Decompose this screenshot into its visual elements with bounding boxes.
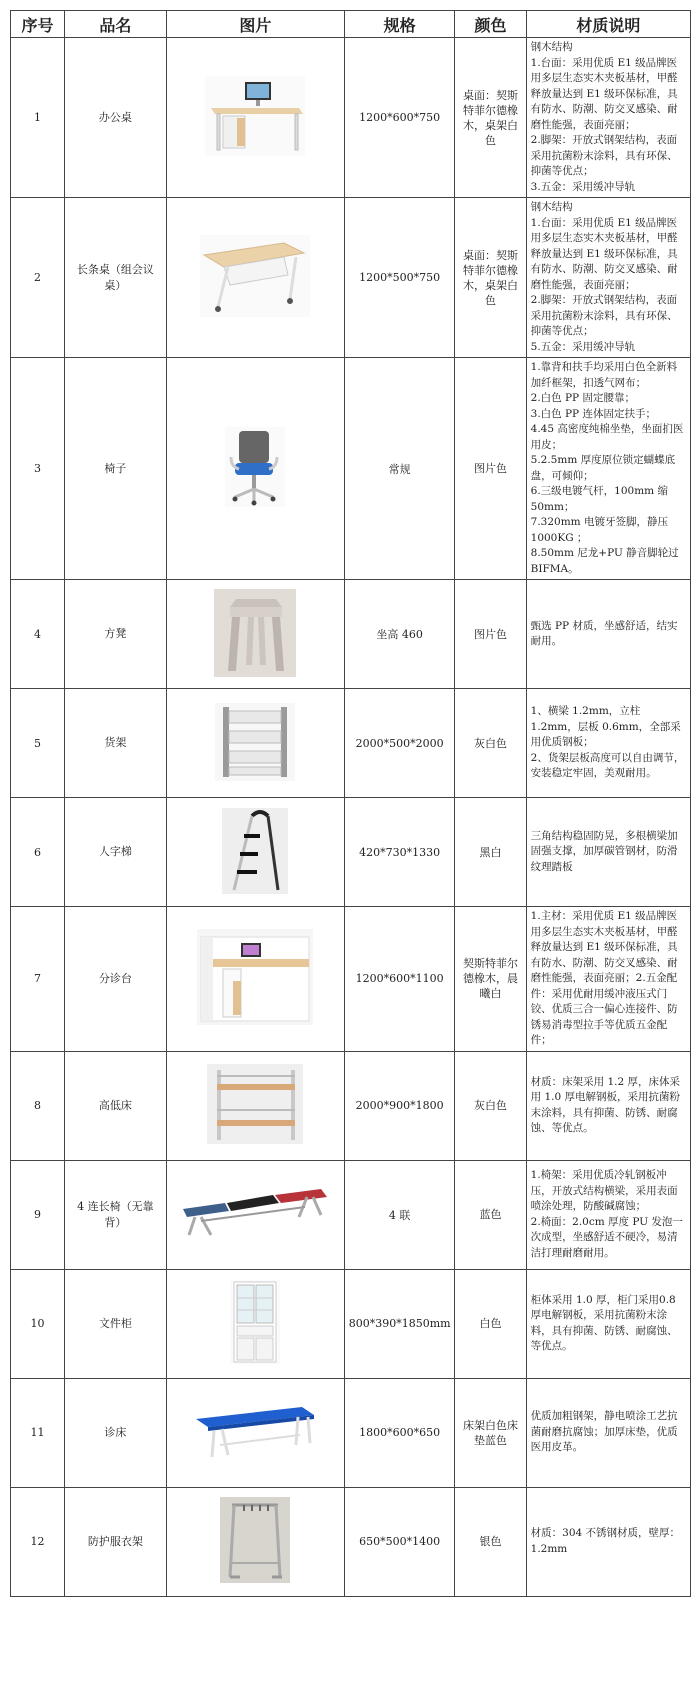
row-material — [526, 38, 690, 198]
row-material — [526, 1160, 690, 1269]
row-no: 2 — [11, 198, 65, 358]
material-line: 材质：床架采用 1.2 厚，床体采用 1.0 厚电解钢板，采用抗菌粉末涂料，具有抑菌、防锈、耐腐蚀、等优点。 — [530, 1075, 681, 1134]
header-no: 序号 — [11, 11, 65, 38]
row-no: 3 — [11, 358, 65, 580]
row-no: 6 — [11, 798, 65, 907]
office-desk-image — [205, 76, 305, 156]
row-name: 文件柜 — [65, 1269, 167, 1378]
reception-desk-image — [197, 929, 313, 1025]
header-image: 图片 — [166, 11, 344, 38]
table-row — [11, 798, 691, 907]
row-spec: 650*500*1400 — [345, 1487, 455, 1596]
table-row — [11, 38, 691, 198]
material-line: 3.白色 PP 连体固定扶手； — [530, 407, 656, 420]
row-name: 货架 — [65, 689, 167, 798]
row-material — [526, 1378, 690, 1487]
furniture-spec-table — [10, 10, 691, 1597]
material-line: 1.台面：采用优质 E1 级品牌医用多层生态实木夹板基材，甲醛释放量达到 E1 级环保标准，具有防水、防潮、防交叉感染、耐磨性能强，表面亮丽； — [530, 56, 678, 131]
row-spec: 420*730*1330 — [345, 798, 455, 907]
bunk-bed-image — [207, 1064, 303, 1144]
long-table-image — [200, 235, 310, 317]
material-line: 三角结构稳固防晃，多根横梁加固强支撑，加厚碳管钢材，防滑纹理踏板 — [530, 829, 678, 873]
row-spec: 1200*600*750 — [345, 38, 455, 198]
table-row — [11, 1160, 691, 1269]
row-material — [526, 1269, 690, 1378]
row-color: 图片色 — [455, 358, 526, 580]
row-no: 1 — [11, 38, 65, 198]
material-line: 2.脚架：开放式钢架结构，表面采用抗菌粉末涂料，具有环保、抑菌等优点； — [530, 294, 678, 337]
row-color: 蓝色 — [455, 1160, 526, 1269]
table-row — [11, 1269, 691, 1378]
material-line: 5.五金：采用缓冲导轨 — [530, 340, 636, 353]
row-spec: 800*390*1850mm — [345, 1269, 455, 1378]
row-image — [166, 907, 344, 1052]
material-line: 4.45 高密度纯棉坐垫，坐面扪医用皮； — [530, 423, 684, 451]
row-image — [166, 689, 344, 798]
material-line: 2.椅面：2.0cm 厚度 PU 发泡一次成型，坐感舒适不硬冷，易清洁打理耐磨耐用。 — [530, 1215, 683, 1259]
material-line: 1、横梁 1.2mm，立柱 1.2mm，层板 0.6mm，全部采用优质钢板； — [530, 705, 681, 749]
row-image — [166, 198, 344, 358]
row-material — [526, 1487, 690, 1596]
chair-image — [225, 427, 285, 507]
row-name: 椅子 — [65, 358, 167, 580]
row-image — [166, 1487, 344, 1596]
bench-image — [181, 1185, 329, 1241]
row-name: 办公桌 — [65, 38, 167, 198]
material-line: 3.五金：采用缓冲导轨 — [530, 180, 636, 193]
row-name: 方凳 — [65, 580, 167, 689]
row-color: 白色 — [455, 1269, 526, 1378]
header-spec: 规格 — [345, 11, 455, 38]
header-name: 品名 — [65, 11, 167, 38]
table-row — [11, 689, 691, 798]
table-row — [11, 907, 691, 1052]
row-spec: 坐高 460 — [345, 580, 455, 689]
row-material — [526, 580, 690, 689]
row-color: 图片色 — [455, 580, 526, 689]
table-row — [11, 1051, 691, 1160]
row-no: 7 — [11, 907, 65, 1052]
material-line: 5.2.5mm 厚度原位锁定蝴蝶底盘，可倾仰； — [530, 454, 676, 482]
row-name: 长条桌（组会议桌） — [65, 198, 167, 358]
row-material — [526, 907, 690, 1052]
material-line: 1.主材：采用优质 E1 级品牌医用多层生态实木夹板基材，甲醛释放量达到 E1 级环保标准，具有防水、防潮、防交叉感染、耐磨性能强，表面亮丽；2.五金配件：采用优耐用缓冲液压式门铰、优质三合一偏心连接件、防锈易消毒型拉手等优质五金配件； — [530, 910, 678, 1046]
table-row — [11, 198, 691, 358]
row-material — [526, 198, 690, 358]
row-color: 灰白色 — [455, 689, 526, 798]
material-line: 1.靠背和扶手均采用白色全新料加纤框架，扣透气网布； — [530, 361, 678, 389]
material-line: 1.椅架：采用优质冷轧钢板冲压，开放式结构横梁，采用表面喷涂处理，防酸碱腐蚀； — [530, 1169, 678, 1212]
row-image — [166, 1160, 344, 1269]
row-image — [166, 1051, 344, 1160]
material-line: 6.三级电镀气杆，100mm 缩50mm； — [530, 485, 668, 513]
row-spec: 2000*900*1800 — [345, 1051, 455, 1160]
row-no: 11 — [11, 1378, 65, 1487]
row-color: 桌面：契斯特菲尔德橡木，桌架白色 — [455, 198, 526, 358]
row-name: 4 连长椅（无靠背） — [65, 1160, 167, 1269]
material-line: 钢木结构 — [530, 201, 573, 213]
material-line: 2.脚架：开放式钢架结构，表面采用抗菌粉末涂料，具有环保、抑菌等优点； — [530, 134, 678, 177]
row-no: 9 — [11, 1160, 65, 1269]
row-spec: 1200*500*750 — [345, 198, 455, 358]
row-spec: 常规 — [345, 358, 455, 580]
row-spec: 1200*600*1100 — [345, 907, 455, 1052]
header-color: 颜色 — [455, 11, 526, 38]
material-line: 甄选 PP 材质，坐感舒适，结实耐用。 — [530, 619, 678, 647]
row-image — [166, 358, 344, 580]
row-color: 桌面：契斯特菲尔德橡木，桌架白色 — [455, 38, 526, 198]
row-spec: 2000*500*2000 — [345, 689, 455, 798]
row-image — [166, 580, 344, 689]
row-image — [166, 1378, 344, 1487]
row-material — [526, 1051, 690, 1160]
table-row — [11, 1378, 691, 1487]
table-row — [11, 1487, 691, 1596]
material-line: 2、货架层板高度可以自由调节，安装稳定牢固，美观耐用。 — [530, 751, 685, 780]
row-material — [526, 689, 690, 798]
row-spec: 4 联 — [345, 1160, 455, 1269]
file-cabinet-image — [230, 1280, 280, 1364]
row-name: 高低床 — [65, 1051, 167, 1160]
row-name: 人字梯 — [65, 798, 167, 907]
material-line: 柜体采用 1.0 厚，柜门采用0.8 厚电解钢板，采用抗菌粉末涂料，具有抑菌、防锈、耐腐蚀、等优点。 — [530, 1293, 678, 1352]
row-image — [166, 798, 344, 907]
stool-image — [214, 589, 296, 677]
material-line: 2.白色 PP 固定腰靠； — [530, 392, 635, 404]
row-no: 4 — [11, 580, 65, 689]
row-color: 银色 — [455, 1487, 526, 1596]
material-line: 8.50mm 尼龙+PU 静音脚轮过BIFMA。 — [530, 547, 679, 575]
row-color: 灰白色 — [455, 1051, 526, 1160]
material-line: 材质：304 不锈钢材质，壁厚：1.2mm — [530, 1527, 681, 1555]
row-no: 8 — [11, 1051, 65, 1160]
row-name: 防护服衣架 — [65, 1487, 167, 1596]
material-line: 7.320mm 电镀牙签脚，静压1000KG ； — [530, 516, 668, 544]
clothes-rack-image — [220, 1497, 290, 1583]
row-image — [166, 1269, 344, 1378]
table-row — [11, 580, 691, 689]
row-image — [166, 38, 344, 198]
row-spec: 1800*600*650 — [345, 1378, 455, 1487]
header-row — [11, 11, 691, 38]
header-material: 材质说明 — [526, 11, 690, 38]
row-no: 10 — [11, 1269, 65, 1378]
row-no: 5 — [11, 689, 65, 798]
row-material — [526, 358, 690, 580]
material-line: 1.台面：采用优质 E1 级品牌医用多层生态实木夹板基材，甲醛释放量达到 E1 级环保标准，具有防水、防潮、防交叉感染、耐磨性能强，表面亮丽； — [530, 216, 678, 291]
table-row — [11, 358, 691, 580]
shelf-image — [215, 703, 295, 781]
row-name: 诊床 — [65, 1378, 167, 1487]
ladder-image — [222, 808, 288, 894]
material-line: 优质加粗钢架，静电喷涂工艺抗菌耐磨抗腐蚀；加厚床垫，优质医用皮革。 — [530, 1410, 678, 1454]
row-material — [526, 798, 690, 907]
material-line: 钢木结构 — [530, 41, 573, 53]
row-color: 床架白色床垫蓝色 — [455, 1378, 526, 1487]
exam-bed-image — [192, 1401, 318, 1461]
row-color: 契斯特菲尔德橡木，晨曦白 — [455, 907, 526, 1052]
row-name: 分诊台 — [65, 907, 167, 1052]
row-color: 黑白 — [455, 798, 526, 907]
row-no: 12 — [11, 1487, 65, 1596]
